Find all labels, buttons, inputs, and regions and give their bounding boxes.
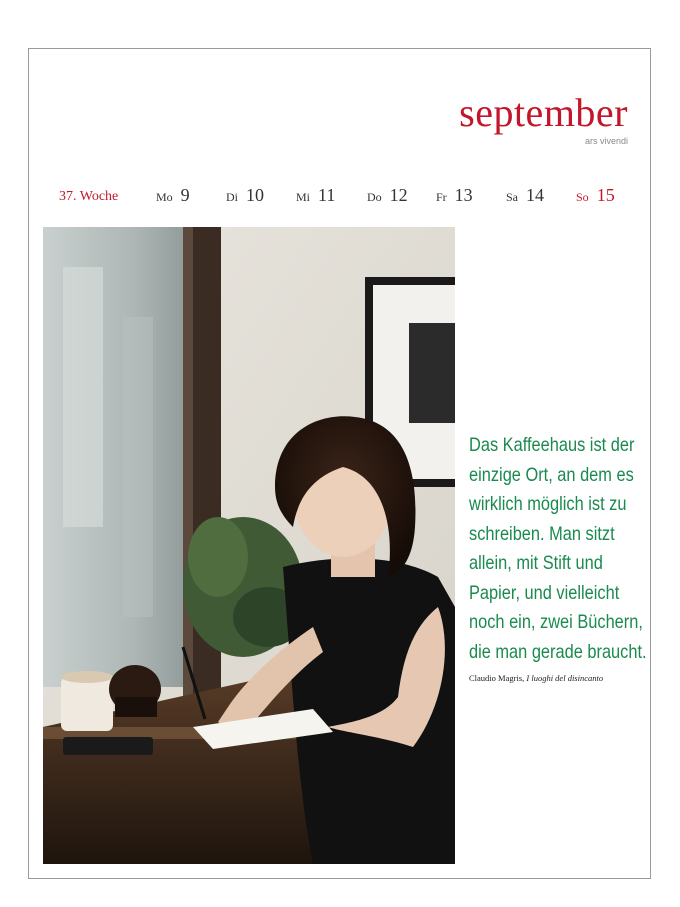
- month-title: september: [459, 90, 628, 135]
- day-abbr: Di: [226, 190, 238, 204]
- cafe-photo: [43, 227, 455, 864]
- day-wednesday: [296, 185, 335, 206]
- day-number: 10: [246, 185, 264, 205]
- day-number: 11: [318, 185, 336, 205]
- day-number: 15: [596, 185, 615, 205]
- day-abbr: Mi: [296, 190, 311, 204]
- day-number: 14: [526, 185, 544, 205]
- week-label: 37. Woche: [59, 189, 119, 204]
- day-abbr: Do: [367, 190, 382, 204]
- brand-label: ars vivendi: [584, 136, 628, 146]
- day-thursday: [367, 185, 408, 206]
- quote-work: I luoghi del disincanto: [526, 673, 604, 683]
- day-number: 13: [454, 185, 473, 205]
- day-tuesday: [226, 185, 264, 206]
- day-monday: [156, 185, 190, 206]
- day-abbr: Mo: [156, 190, 173, 204]
- day-saturday: [506, 185, 544, 206]
- calendar-page: [28, 48, 651, 879]
- day-sunday: [576, 185, 615, 206]
- quote-attribution: [469, 673, 603, 683]
- day-abbr: Fr: [436, 190, 447, 204]
- day-abbr: Sa: [506, 190, 518, 204]
- day-abbr: So: [576, 190, 589, 204]
- day-friday: [436, 185, 473, 206]
- quote-author: Claudio Magris,: [469, 673, 525, 683]
- quote-text: Das Kaffeehaus ist der einzige Ort, an dem es wirklich möglich ist zu schreiben. Man sitzt allein, mit Stift und Papier, und vielleicht noch ein, zwei Büchern, die man gerade braucht.: [469, 434, 647, 663]
- day-number: 12: [389, 185, 408, 205]
- day-number: 9: [180, 185, 190, 205]
